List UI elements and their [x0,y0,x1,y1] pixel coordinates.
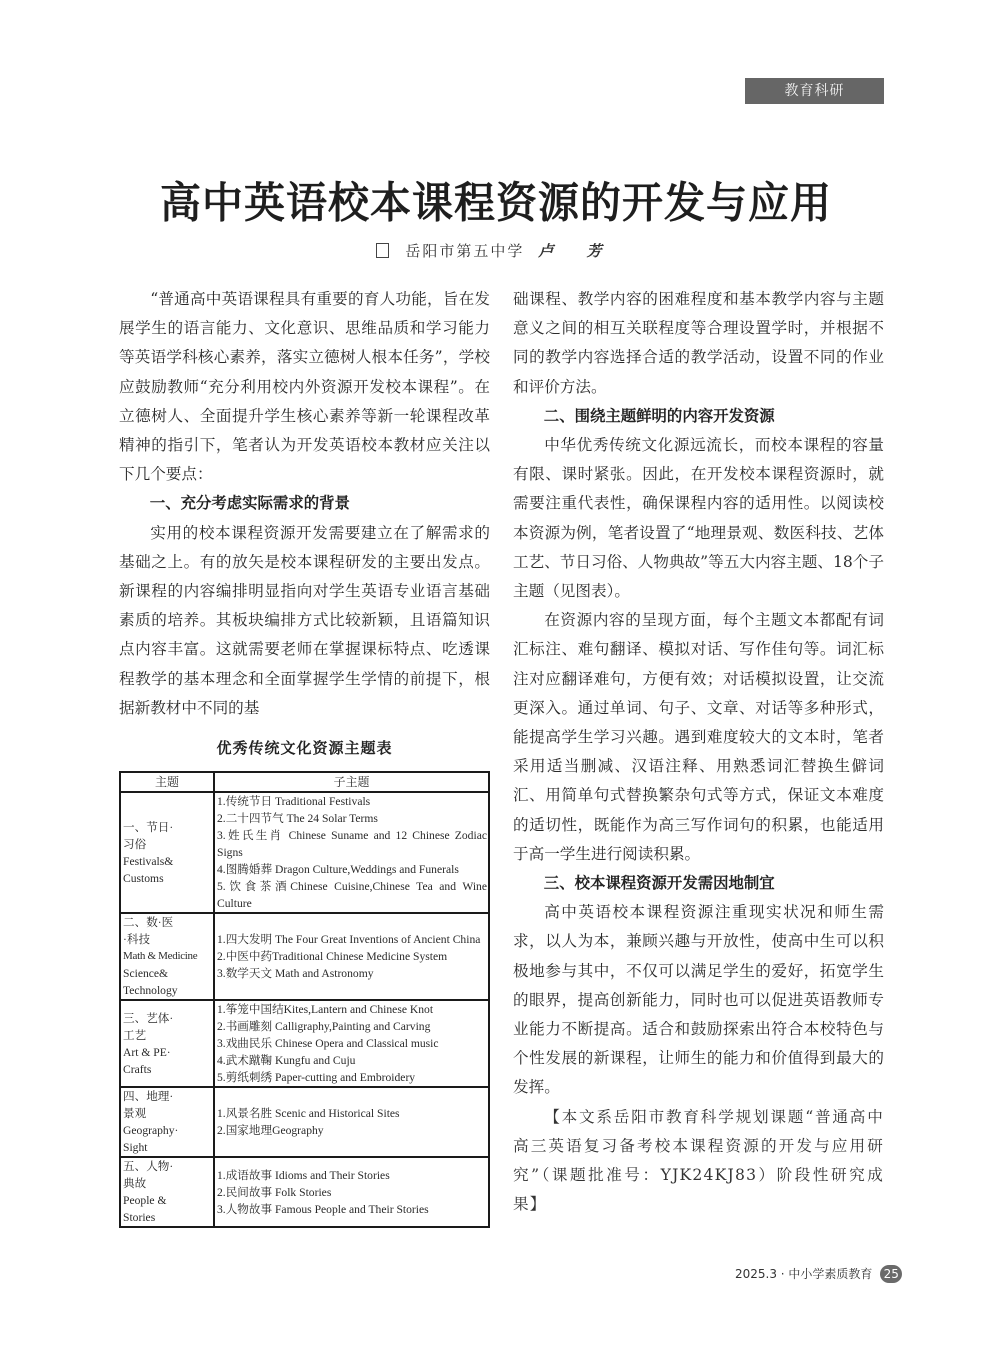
section-1-continued: 础课程、教学内容的困难程度和基本教学内容与主题意义之间的相互关联程度等合理设置学时，并根据不同的教学内容选择合适的教学活动，设置不同的作业和评价方法。 [513,290,884,396]
subtheme-cell [214,1157,489,1227]
theme-en: Art & PE· [123,1045,171,1059]
right-column [513,285,884,1220]
theme-en: Geography· [123,1124,179,1137]
author-name: 卢 芳 [538,242,616,260]
subtheme-item: 2.书画雕刻 Calligraphy,Painting and Carving [217,1020,431,1033]
subtheme-item: 2.民间故事 Folk Stories [217,1185,332,1199]
theme-cn: 三、艺体· [123,1011,174,1025]
subtheme-item: 1.筝笼中国结Kites,Lantern and Chinese Knot [217,1003,434,1016]
intro-paragraph: “普通高中英语课程具有重要的育人功能，旨在发展学生的语言能力、文化意识、思维品质和学习能力等英语学科核心素养，落实立德树人根本任务”，学校应鼓励教师“充分利用校内外资源开发校本课程”。在立德树人、全面提升学生核心素养等新一轮课程改革精神的指引下，笔者认为开发英语校本教材应关注以下几个要点： [119,290,490,484]
theme-cn: 四、地理· [123,1090,174,1103]
table-row [120,1157,489,1227]
subtheme-item: 2.国家地理Geography [217,1124,324,1137]
subtheme-cell [214,913,489,1000]
theme-en: Math & Medicine [123,950,198,962]
subtheme-item: 5.剪纸刺绣 Paper-cutting and Embroidery [217,1071,416,1084]
section-tag: 教育科研 [745,78,884,104]
subtheme-cell [214,1087,489,1157]
theme-en: Stories [123,1211,156,1224]
theme-cn: 二、数·医 [123,916,174,929]
byline [0,240,992,261]
theme-cn: ·科技 [123,933,151,946]
section-1-paragraph: 实用的校本课程资源开发需要建立在了解需求的基础之上。有的放矢是校本课程研发的主要出发点。新课程的内容编排明显指向对学生英语专业语言基础素质的培养。其板块编排方式比较新颖，且语篇知识点内容丰富。这就需要老师在掌握课标特点、吃透课程教学的基本理念和全面掌握学生学情的前提下，根据新教材中不同的基 [119,523,490,717]
table-row [120,792,489,913]
subtheme-item: 4.图腾婚葬 Dragon Culture,Weddings and Funerals [217,863,459,876]
section-1-heading: 一、充分考虑实际需求的背景 [149,494,350,513]
section-2-paragraph-1: 中华优秀传统文化源远流长，而校本课程的容量有限、课时紧张。因此，在开发校本课程资源时，就需要注重代表性，确保课程内容的适用性。以阅读校本资源为例，笔者设置了“地理景观、数医科技、艺体工艺、节日习俗、人物典故”等五大内容主题、18个子主题（见图表）。 [513,436,884,601]
theme-cn: 工艺 [123,1028,147,1042]
subtheme-item: 3.人物故事 Famous People and Their Stories [217,1202,429,1216]
subtheme-item: 1.成语故事 Idioms and Their Stories [217,1168,390,1182]
theme-cell [120,1157,214,1227]
table-header-row [120,772,489,792]
theme-cn: 一、节日· [123,820,174,834]
subtheme-item: 1.风景名胜 Scenic and Historical Sites [217,1107,400,1120]
theme-cell [120,1087,214,1157]
issue-label: 2025.3 · 中小学素质教育 [735,1267,873,1281]
page-number: 25 [880,1265,902,1283]
theme-en: Science& [123,967,169,980]
theme-cell [120,792,214,913]
table-row [120,1087,489,1157]
theme-cn: 五、人物· [123,1160,174,1173]
subtheme-item: 3.数学天文 Math and Astronomy [217,967,374,980]
subtheme-item: 1.传统节日 Traditional Festivals [217,795,371,808]
subtheme-item: 4.武术蹴鞠 Kungfu and Cuju [217,1054,356,1067]
section-2-paragraph-2: 在资源内容的呈现方面，每个主题文本都配有词汇标注、难句翻译、模拟对话、写作佳句等。词汇标注对应翻译难句，方便有效；对话模拟设置，让交流更深入。通过单词、句子、文章、对话等多种形式，能提高学生学习兴趣。遇到难度较大的文本时，笔者采用适当删减、汉语注释、用熟悉词汇替换生僻词汇、用简单句式替换繁杂句式等方式，保证文本难度的适切性，既能作为高三写作词句的积累，也能适用于高一学生进行阅读积累。 [513,611,884,863]
theme-table [119,771,490,1228]
subtheme-item: 5.饮食茶酒Chinese Cuisine,Chinese Tea and Wine Culture [217,880,487,910]
theme-cn: 景观 [123,1107,147,1120]
section-3-paragraph: 高中英语校本课程资源注重现实状况和师生需求，以人为本，兼顾兴趣与开放性，使高中生可以积极地参与其中，不仅可以满足学生的爱好，拓宽学生的眼界，提高创新能力，同时也可以促进英语教师专业能力不断提高。适合和鼓励探索出符合本校特色与个性发展的新课程，让师生的能力和价值得到最大的发挥。 [513,903,884,1097]
funding-note: 【本文系岳阳市教育科学规划课题“普通高中高三英语复习备考校本课程资源的开发与应用研究”（课题批准号：YJK24KJ83）阶段性研究成果】 [513,1107,884,1214]
section-3-heading: 三、校本课程资源开发需因地制宜 [543,874,775,893]
theme-cell [120,913,214,1000]
theme-en: Sight [123,1141,148,1154]
header-subtheme: 子主题 [214,772,489,792]
table-caption: 优秀传统文化资源主题表 [216,739,393,757]
theme-en: People & [123,1194,167,1207]
theme-cell [120,1000,214,1087]
subtheme-item: 3.姓氏生肖 Chinese Suname and 12 Chinese Zodiac Signs [217,829,487,859]
left-column [119,285,490,723]
subtheme-cell [214,1000,489,1087]
header-theme: 主题 [120,772,214,792]
page-footer [735,1265,902,1283]
subtheme-item: 2.二十四节气 The 24 Solar Terms [217,812,378,825]
theme-en: Customs [123,871,164,885]
theme-en: Technology [123,984,178,997]
subtheme-item: 2.中医中药Traditional Chinese Medicine System [217,950,448,963]
square-icon [376,243,389,258]
table-row [120,913,489,1000]
theme-cn: 典故 [123,1177,147,1190]
author-school: 岳阳市第五中学 [405,242,525,260]
section-2-heading: 二、围绕主题鲜明的内容开发资源 [543,406,775,425]
subtheme-item: 3.戏曲民乐 Chinese Opera and Classical music [217,1037,439,1050]
article-title: 高中英语校本课程资源的开发与应用 [160,178,832,229]
theme-cn: 习俗 [123,837,147,851]
subtheme-cell [214,792,489,913]
table-row [120,1000,489,1087]
theme-en: Festivals& [123,854,174,868]
subtheme-item: 1.四大发明 The Four Great Inventions of Ancient China [217,933,481,946]
theme-en: Crafts [123,1062,152,1076]
